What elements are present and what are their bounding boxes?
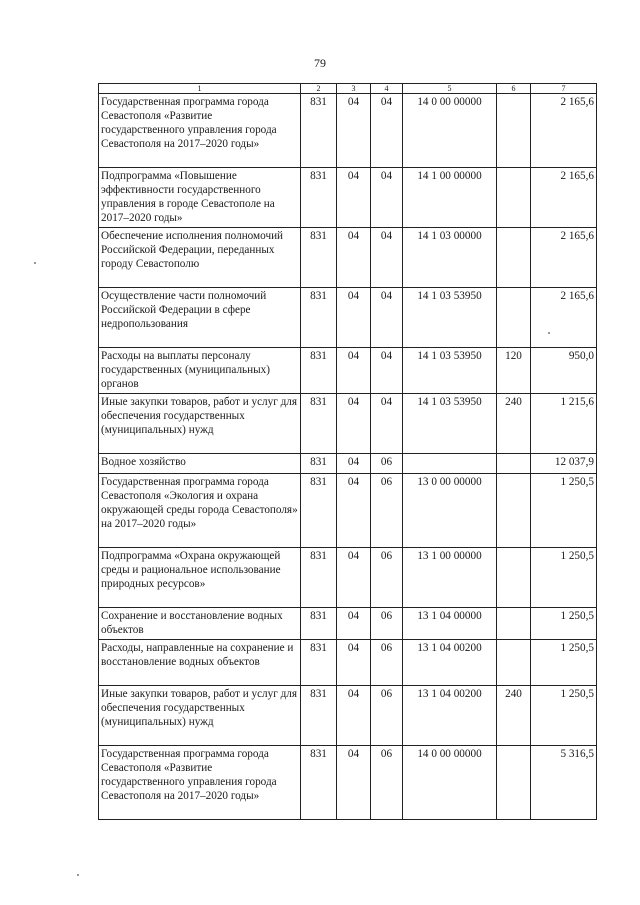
- code-expense-type: [497, 168, 531, 228]
- code-subsection: 04: [371, 228, 403, 288]
- code-target-article: 14 1 03 00000: [403, 228, 497, 288]
- code-expense-type: [497, 640, 531, 686]
- table-row: [99, 608, 597, 640]
- code-section: 04: [337, 94, 371, 168]
- table-row: [99, 288, 597, 348]
- code-section: 04: [337, 640, 371, 686]
- row-name: Иные закупки товаров, работ и услуг для обеспечения государственных (муниципальных) нужд: [99, 686, 301, 746]
- code-ministry: 831: [301, 394, 337, 454]
- code-expense-type: [497, 548, 531, 608]
- scan-speck: [34, 262, 36, 264]
- code-ministry: 831: [301, 94, 337, 168]
- budget-table: [98, 83, 597, 820]
- code-ministry: 831: [301, 168, 337, 228]
- row-name: Расходы на выплаты персоналу государственных (муниципальных) органов: [99, 348, 301, 394]
- table-row: [99, 394, 597, 454]
- code-section: 04: [337, 608, 371, 640]
- code-expense-type: [497, 454, 531, 474]
- row-name: Водное хозяйство: [99, 454, 301, 474]
- column-number-row: [99, 84, 597, 94]
- table-row: [99, 746, 597, 820]
- code-section: 04: [337, 288, 371, 348]
- code-section: 04: [337, 454, 371, 474]
- code-ministry: 831: [301, 608, 337, 640]
- code-subsection: 06: [371, 608, 403, 640]
- column-number: 1: [99, 84, 301, 94]
- scan-speck: [77, 874, 79, 876]
- code-target-article: 14 1 03 53950: [403, 288, 497, 348]
- code-target-article: 13 1 00 00000: [403, 548, 497, 608]
- code-subsection: 04: [371, 394, 403, 454]
- code-target-article: 14 1 00 00000: [403, 168, 497, 228]
- table-row: [99, 94, 597, 168]
- row-name: Государственная программа города Севастополя «Развитие государственного управления города Севастополя на 2017–2020 годы»: [99, 746, 301, 820]
- column-number: 4: [371, 84, 403, 94]
- amount: 1 250,5: [531, 608, 597, 640]
- code-subsection: 04: [371, 94, 403, 168]
- code-target-article: 14 0 00 00000: [403, 94, 497, 168]
- column-number: 6: [497, 84, 531, 94]
- amount: 1 250,5: [531, 474, 597, 548]
- amount: 1 250,5: [531, 686, 597, 746]
- code-ministry: 831: [301, 348, 337, 394]
- table-row: [99, 348, 597, 394]
- column-number: 5: [403, 84, 497, 94]
- table-row: [99, 168, 597, 228]
- code-ministry: 831: [301, 746, 337, 820]
- amount: 1 250,5: [531, 640, 597, 686]
- amount: 950,0: [531, 348, 597, 394]
- amount: 1 215,6: [531, 394, 597, 454]
- code-expense-type: [497, 94, 531, 168]
- code-ministry: 831: [301, 228, 337, 288]
- code-target-article: 14 0 00 00000: [403, 746, 497, 820]
- code-section: 04: [337, 686, 371, 746]
- code-section: 04: [337, 474, 371, 548]
- code-subsection: 06: [371, 474, 403, 548]
- code-target-article: 13 1 04 00000: [403, 608, 497, 640]
- code-expense-type: [497, 288, 531, 348]
- code-target-article: 13 1 04 00200: [403, 640, 497, 686]
- code-ministry: 831: [301, 548, 337, 608]
- code-subsection: 04: [371, 168, 403, 228]
- scan-speck: [548, 332, 550, 334]
- code-expense-type: [497, 746, 531, 820]
- code-subsection: 04: [371, 348, 403, 394]
- code-subsection: 06: [371, 746, 403, 820]
- code-subsection: 06: [371, 640, 403, 686]
- row-name: Расходы, направленные на сохранение и восстановление водных объектов: [99, 640, 301, 686]
- table-row: [99, 454, 597, 474]
- table-row: [99, 548, 597, 608]
- amount: 5 316,5: [531, 746, 597, 820]
- code-section: 04: [337, 168, 371, 228]
- row-name: Обеспечение исполнения полномочий Российской Федерации, переданных городу Севастополю: [99, 228, 301, 288]
- column-number: 7: [531, 84, 597, 94]
- code-ministry: 831: [301, 454, 337, 474]
- table-row: [99, 686, 597, 746]
- code-target-article: 14 1 03 53950: [403, 348, 497, 394]
- code-section: 04: [337, 394, 371, 454]
- row-name: Подпрограмма «Повышение эффективности государственного управления в городе Севастополе на 2017–2020 годы»: [99, 168, 301, 228]
- code-ministry: 831: [301, 640, 337, 686]
- code-ministry: 831: [301, 474, 337, 548]
- code-expense-type: 240: [497, 394, 531, 454]
- table-row: [99, 228, 597, 288]
- code-target-article: 13 1 04 00200: [403, 686, 497, 746]
- code-expense-type: [497, 608, 531, 640]
- amount: 12 037,9: [531, 454, 597, 474]
- code-section: 04: [337, 348, 371, 394]
- code-expense-type: 240: [497, 686, 531, 746]
- code-section: 04: [337, 746, 371, 820]
- code-ministry: 831: [301, 686, 337, 746]
- code-section: 04: [337, 228, 371, 288]
- code-subsection: 06: [371, 548, 403, 608]
- column-number: 3: [337, 84, 371, 94]
- code-subsection: 06: [371, 454, 403, 474]
- amount: 2 165,6: [531, 94, 597, 168]
- amount: 2 165,6: [531, 168, 597, 228]
- code-subsection: 06: [371, 686, 403, 746]
- code-expense-type: [497, 474, 531, 548]
- row-name: Сохранение и восстановление водных объектов: [99, 608, 301, 640]
- row-name: Государственная программа города Севастополя «Развитие государственного управления города Севастополя на 2017–2020 годы»: [99, 94, 301, 168]
- code-expense-type: 120: [497, 348, 531, 394]
- amount: 2 165,6: [531, 288, 597, 348]
- row-name: Подпрограмма «Охрана окружающей среды и рациональное использование природных ресурсов»: [99, 548, 301, 608]
- column-number: 2: [301, 84, 337, 94]
- page-number: 79: [314, 56, 326, 70]
- table-row: [99, 474, 597, 548]
- row-name: Государственная программа города Севастополя «Экология и охрана окружающей среды города Севастополя» на 2017–2020 годы»: [99, 474, 301, 548]
- table-row: [99, 640, 597, 686]
- code-target-article: 13 0 00 00000: [403, 474, 497, 548]
- amount: 1 250,5: [531, 548, 597, 608]
- amount: 2 165,6: [531, 228, 597, 288]
- code-expense-type: [497, 228, 531, 288]
- code-target-article: [403, 454, 497, 474]
- row-name: Осуществление части полномочий Российской Федерации в сфере недропользования: [99, 288, 301, 348]
- code-subsection: 04: [371, 288, 403, 348]
- code-target-article: 14 1 03 53950: [403, 394, 497, 454]
- code-ministry: 831: [301, 288, 337, 348]
- code-section: 04: [337, 548, 371, 608]
- row-name: Иные закупки товаров, работ и услуг для обеспечения государственных (муниципальных) нужд: [99, 394, 301, 454]
